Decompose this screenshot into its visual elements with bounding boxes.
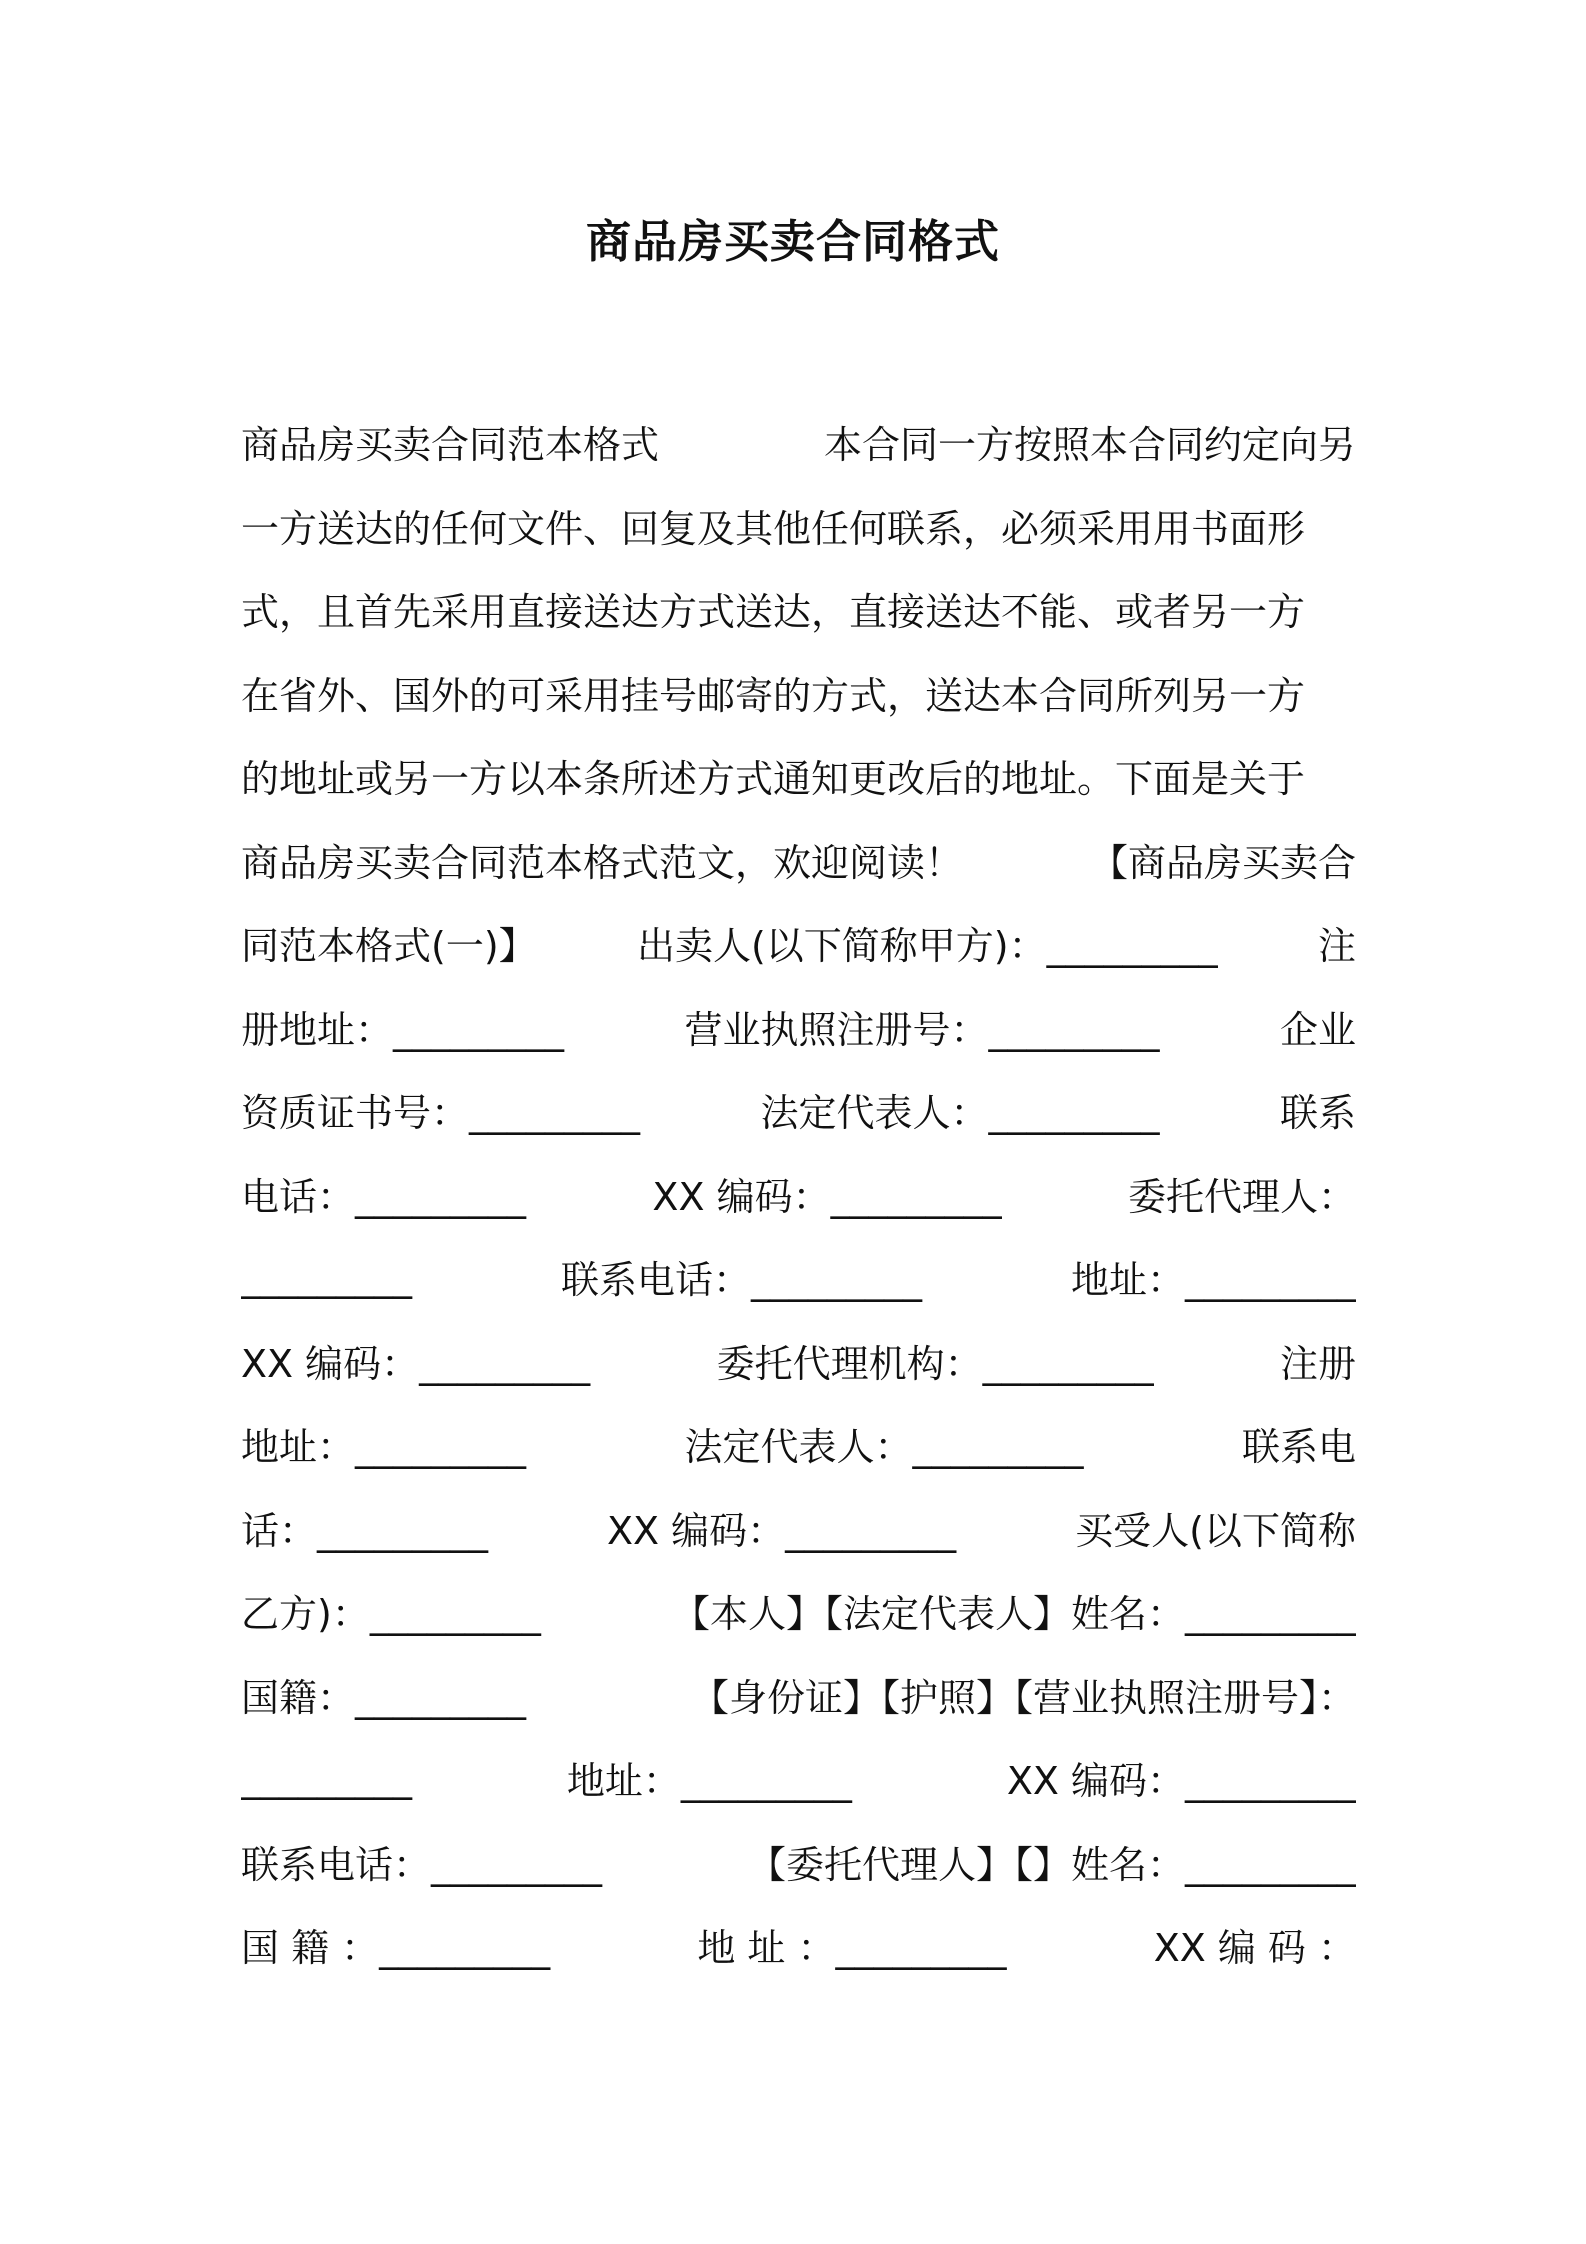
text-segment: 联系电话：_________ — [560, 1258, 922, 1303]
text-segment: 委托代理机构：_________ — [716, 1341, 1154, 1386]
text-segment: _________ — [241, 1254, 412, 1299]
text-segment: 商品房买卖合同范本格式范文，欢迎阅读！ — [241, 840, 964, 885]
document-title: 商品房买卖合同格式 — [585, 215, 1000, 268]
text-segment: 【委托代理人】【】姓名：_________ — [747, 1842, 1356, 1887]
text-segment: 出卖人(以下简称甲方)：_________ — [636, 924, 1218, 969]
text-segment: 企业 — [1279, 1007, 1356, 1052]
text-line — [241, 1903, 1356, 1987]
text-segment: 【商品房买卖合 — [1089, 840, 1356, 885]
text-segment: 电话：_________ — [241, 1174, 527, 1219]
text-segment: 一方送达的任何文件、回复及其他任何联系，必须采用用书面形 — [241, 506, 1306, 551]
text-segment: 资质证书号：_________ — [241, 1091, 641, 1136]
text-segment: 联系 — [1279, 1091, 1356, 1136]
text-segment: 联系电 — [1241, 1425, 1356, 1470]
text-line — [241, 1569, 1356, 1653]
text-segment: 地址：_________ — [241, 1425, 527, 1470]
text-line — [241, 567, 1356, 651]
text-line — [241, 1319, 1356, 1403]
text-line — [241, 1486, 1356, 1570]
text-line — [241, 985, 1356, 1069]
text-segment: 营业执照注册号：_________ — [684, 1007, 1160, 1052]
text-segment: 册地址：_________ — [241, 1007, 565, 1052]
text-segment: 法定代表人：_________ — [684, 1425, 1084, 1470]
text-line — [241, 1402, 1356, 1486]
document-body — [241, 400, 1356, 1987]
text-segment: 同范本格式(一)】 — [241, 924, 537, 969]
text-line — [241, 1235, 1356, 1319]
text-segment: 在省外、国外的可采用挂号邮寄的方式，送达本合同所列另一方 — [241, 673, 1306, 718]
text-line — [241, 400, 1356, 484]
text-segment: 的地址或另一方以本条所述方式通知更改后的地址。下面是关于 — [241, 757, 1306, 802]
text-line — [241, 734, 1356, 818]
text-segment: 商品房买卖合同范本格式 — [241, 423, 660, 468]
text-segment: 【身份证】【护照】【营业执照注册号】： — [690, 1675, 1356, 1720]
text-segment: 国籍：_________ — [241, 1675, 527, 1720]
text-line — [241, 651, 1356, 735]
text-segment: 地址：_________ — [1070, 1258, 1356, 1303]
text-segment: 法定代表人：_________ — [760, 1091, 1160, 1136]
text-segment: 地 址 ：_________ — [697, 1926, 1007, 1971]
text-segment: 联系电话：_________ — [241, 1842, 603, 1887]
text-segment: 【本人】【法定代表人】姓名：_________ — [671, 1592, 1356, 1637]
text-line — [241, 1152, 1356, 1236]
text-segment: 本合同一方按照本合同约定向另 — [823, 423, 1356, 468]
text-segment: 注册 — [1279, 1341, 1356, 1386]
text-segment: 注 — [1317, 924, 1356, 969]
text-line — [241, 1820, 1356, 1904]
text-segment: 地址：_________ — [566, 1759, 852, 1804]
text-segment: 式，且首先采用直接送达方式送达，直接送达不能、或者另一方 — [241, 590, 1306, 635]
text-segment: XX 编码：_________ — [652, 1174, 1002, 1219]
text-line — [241, 1653, 1356, 1737]
text-segment: XX 编码：_________ — [1006, 1759, 1356, 1804]
text-segment: XX 编码：_________ — [607, 1508, 957, 1553]
text-segment: 买受人(以下简称 — [1075, 1508, 1356, 1553]
text-segment: 国 籍 ：_________ — [241, 1926, 551, 1971]
text-line — [241, 901, 1356, 985]
text-segment: XX 编码：_________ — [241, 1341, 591, 1386]
text-line — [241, 1068, 1356, 1152]
text-segment: 委托代理人： — [1127, 1174, 1356, 1219]
text-line — [241, 484, 1356, 568]
text-segment: XX 编 码 ： — [1153, 1926, 1356, 1971]
text-line — [241, 1736, 1356, 1820]
text-segment: 乙方)：_________ — [241, 1592, 541, 1637]
text-line — [241, 818, 1356, 902]
text-segment: _________ — [241, 1755, 412, 1800]
text-segment: 话：_________ — [241, 1508, 489, 1553]
